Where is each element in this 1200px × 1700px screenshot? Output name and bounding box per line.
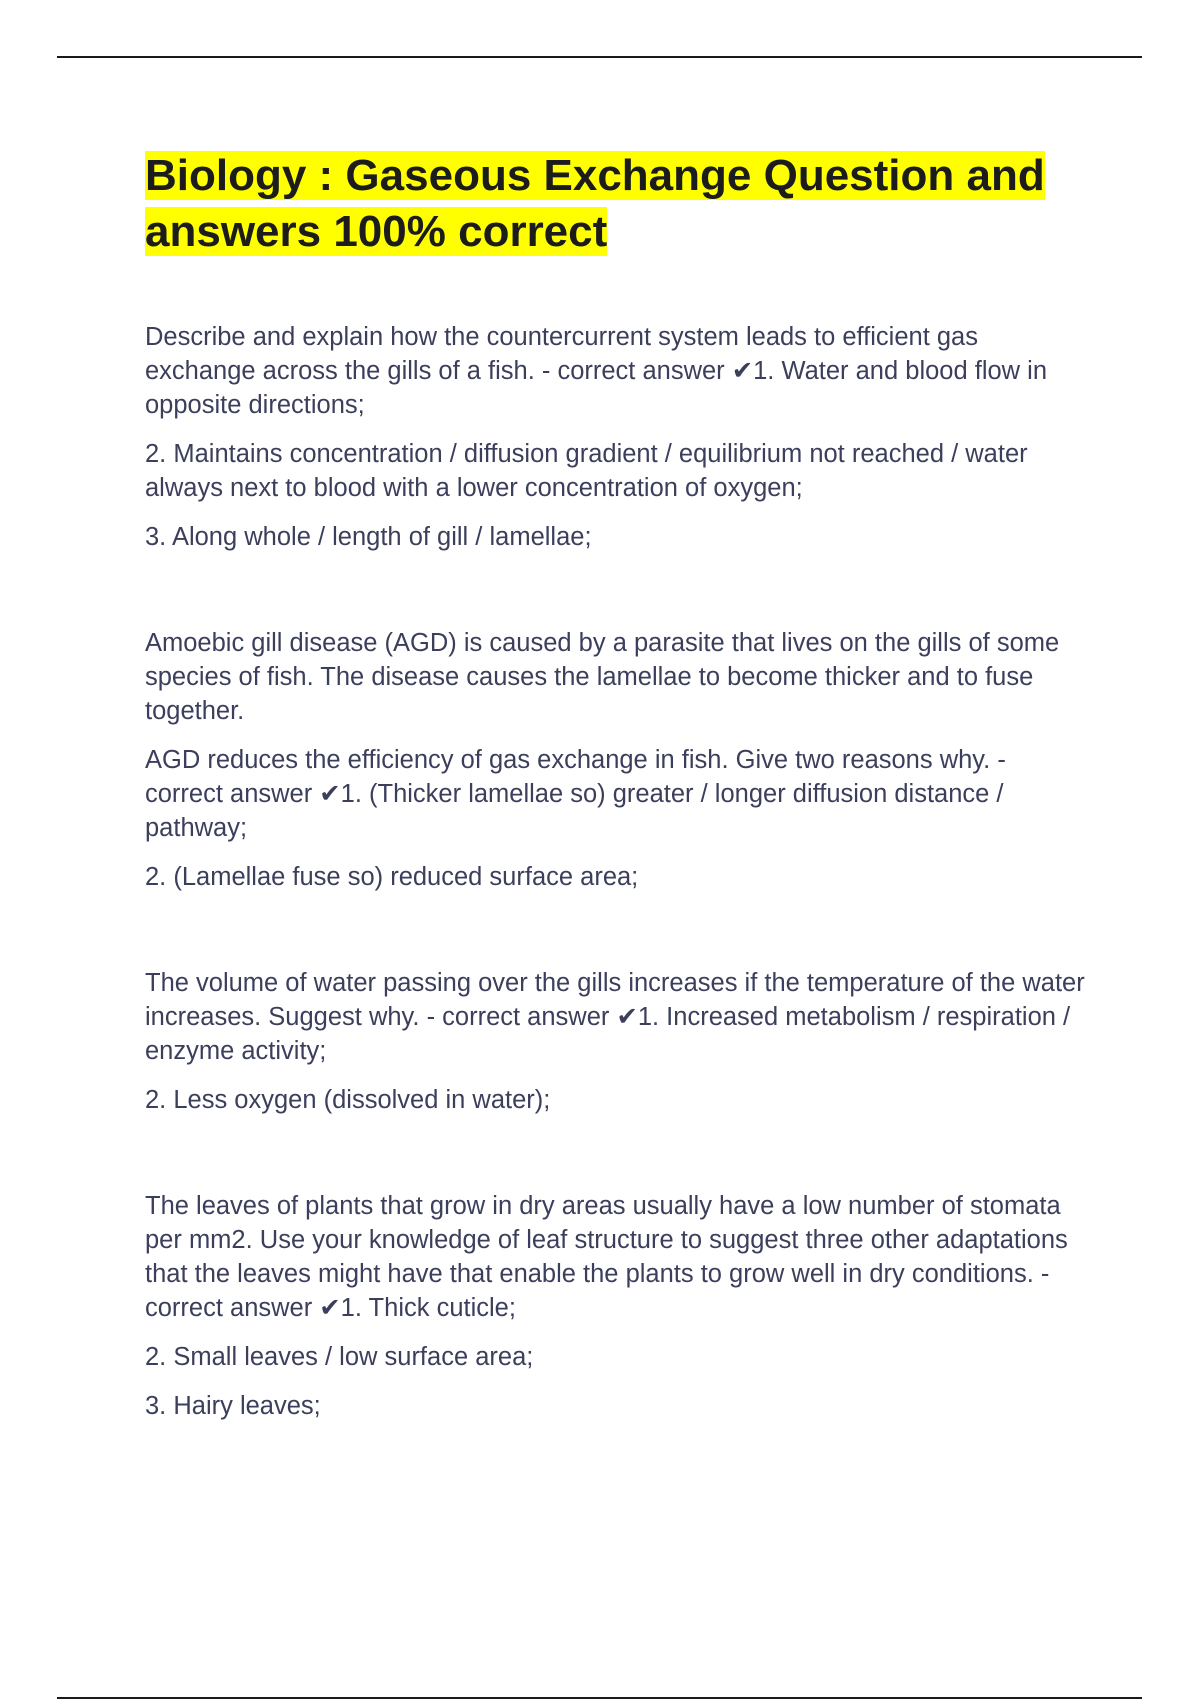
question-1-paragraph-1: Describe and explain how the countercurrent system leads to efficient gas exchange across the gills of a fish. - correct answer ✔1. Water and blood flow in opposite directions; (145, 323, 1048, 419)
question-4-paragraph-1: The leaves of plants that grow in dry areas usually have a low number of stomata per mm2. Use your knowledge of leaf structure to suggest three other adaptations that the leaves might have that enable the plants to grow well in dry conditions. - correct answer ✔1. Thick cuticle; (145, 1192, 1068, 1322)
question-2-paragraph-2: AGD reduces the efficiency of gas exchange in fish. Give two reasons why. - correct answer ✔1. (Thicker lamellae so) greater / longer diffusion distance / pathway; (145, 746, 1006, 842)
bottom-rule (57, 1697, 1142, 1699)
top-rule (57, 56, 1142, 58)
question-3-paragraph-1: The volume of water passing over the gills increases if the temperature of the water increases. Suggest why. - correct answer ✔1. Increased metabolism / respiration / enzyme activity; (145, 969, 1085, 1065)
question-3-paragraph-2: 2. Less oxygen (dissolved in water); (145, 1086, 551, 1114)
question-2-paragraph-1: Amoebic gill disease (AGD) is caused by a parasite that lives on the gills of some species of fish. The disease causes the lamellae to become thicker and to fuse together. (145, 629, 1060, 725)
document-body (145, 148, 1090, 1495)
question-2-paragraph-3: 2. (Lamellae fuse so) reduced surface area; (145, 863, 639, 891)
question-1-paragraph-2: 2. Maintains concentration / diffusion gradient / equilibrium not reached / water always next to blood with a lower concentration of oxygen; (145, 440, 1028, 502)
question-4-paragraph-2: 2. Small leaves / low surface area; (145, 1343, 534, 1371)
question-block-1 (145, 320, 1090, 554)
question-block-4 (145, 1189, 1090, 1423)
question-1-paragraph-3: 3. Along whole / length of gill / lamellae; (145, 523, 592, 551)
question-4-paragraph-3: 3. Hairy leaves; (145, 1392, 321, 1420)
document-title (145, 148, 1090, 260)
question-block-2 (145, 626, 1090, 894)
document-title-text: Biology : Gaseous Exchange Question and answers 100% correct (145, 151, 1045, 256)
question-block-3 (145, 966, 1090, 1117)
